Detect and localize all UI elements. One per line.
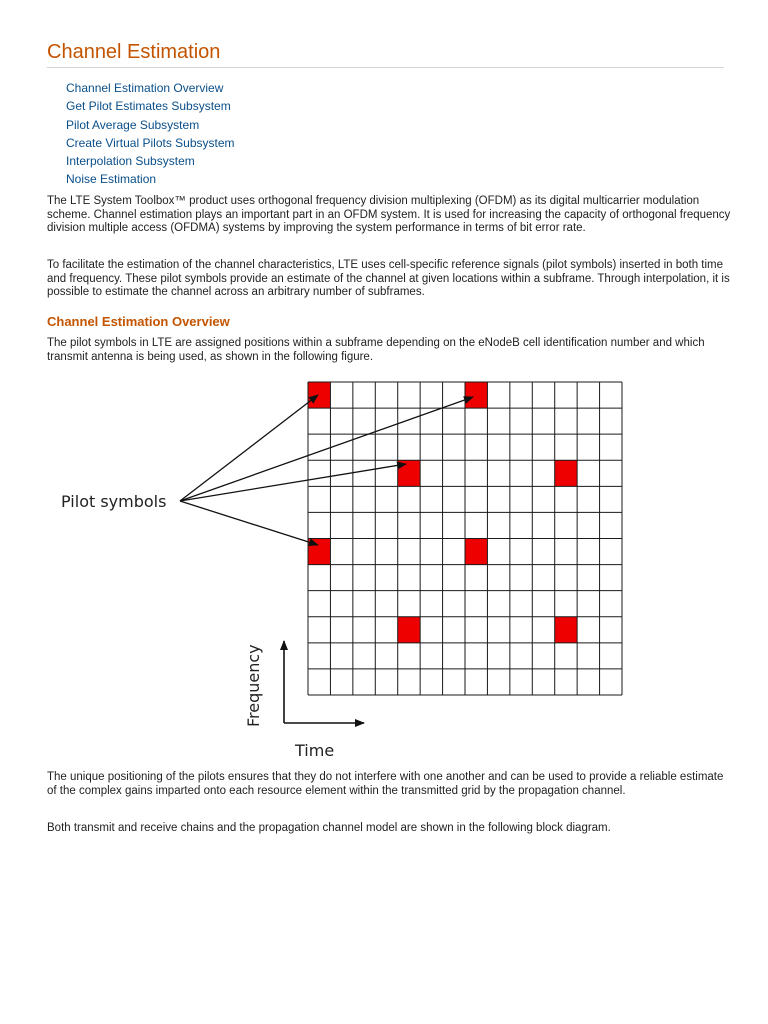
- toc-link-get-pilot-estimates[interactable]: Get Pilot Estimates Subsystem: [66, 99, 231, 114]
- pilot-cell: [555, 460, 577, 486]
- resource-grid: [308, 382, 622, 695]
- pilot-cell: [308, 382, 330, 408]
- toc-link-noise-estimation[interactable]: Noise Estimation: [66, 172, 157, 187]
- time-axis-label: Time: [295, 741, 335, 760]
- overview-paragraph-2: The unique positioning of the pilots ensures that they do not interfere with one another and can be used to provide a reliable estimate of the complex gains imparted onto each resource element within the transmitted grid by the propagation channel.: [47, 771, 724, 797]
- pilot-cell: [555, 617, 577, 643]
- toc-link-channel-estimation-overview[interactable]: Channel Estimation Overview: [66, 81, 224, 95]
- intro-paragraph-1: The LTE System Toolbox™ product uses orthogonal frequency division multiplexing (OFDM) as its digital multicarrier modulation scheme. Channel estimation plays an important part in an OFDM system. It is used for increasing the capacity of orthogonal frequency division multiple access (OFDMA) systems by improving the system performance in terms of bit error rate.: [47, 195, 731, 235]
- pilot-arrow-3: [180, 464, 406, 501]
- pilot-cell: [398, 617, 420, 643]
- toc-link-interpolation[interactable]: Interpolation Subsystem: [66, 154, 195, 169]
- overview-paragraph-1: The pilot symbols in LTE are assigned positions within a subframe depending on the eNodeB cell identification number and which transmit antenna is being used, as shown in the following figure.: [47, 337, 705, 363]
- frequency-axis-label: Frequency: [244, 644, 263, 727]
- intro-paragraph-2: To facilitate the estimation of the channel characteristics, LTE uses cell-specific reference signals (pilot symbols) inserted in both time and frequency. These pilot symbols provide an estimate of the channel at given locations within a subframe. Through interpolation, it is possible to estimate the channel across an arbitrary number of subframes.: [47, 259, 730, 299]
- pilot-arrow-4: [180, 501, 318, 545]
- page-title: Channel Estimation: [47, 41, 221, 63]
- pilot-arrow-2: [180, 397, 473, 501]
- pilot-cell: [465, 382, 487, 408]
- pilot-symbols-label: Pilot symbols: [61, 492, 167, 511]
- pilot-cell: [465, 539, 487, 565]
- section-heading-overview: Channel Estimation Overview: [47, 314, 230, 329]
- pilot-arrow-1: [180, 395, 318, 501]
- toc-link-pilot-average[interactable]: Pilot Average Subsystem: [66, 117, 200, 132]
- toc-link-create-virtual-pilots[interactable]: Create Virtual Pilots Subsystem: [66, 135, 235, 150]
- overview-paragraph-3: Both transmit and receive chains and the propagation channel model are shown in the following block diagram.: [47, 822, 611, 834]
